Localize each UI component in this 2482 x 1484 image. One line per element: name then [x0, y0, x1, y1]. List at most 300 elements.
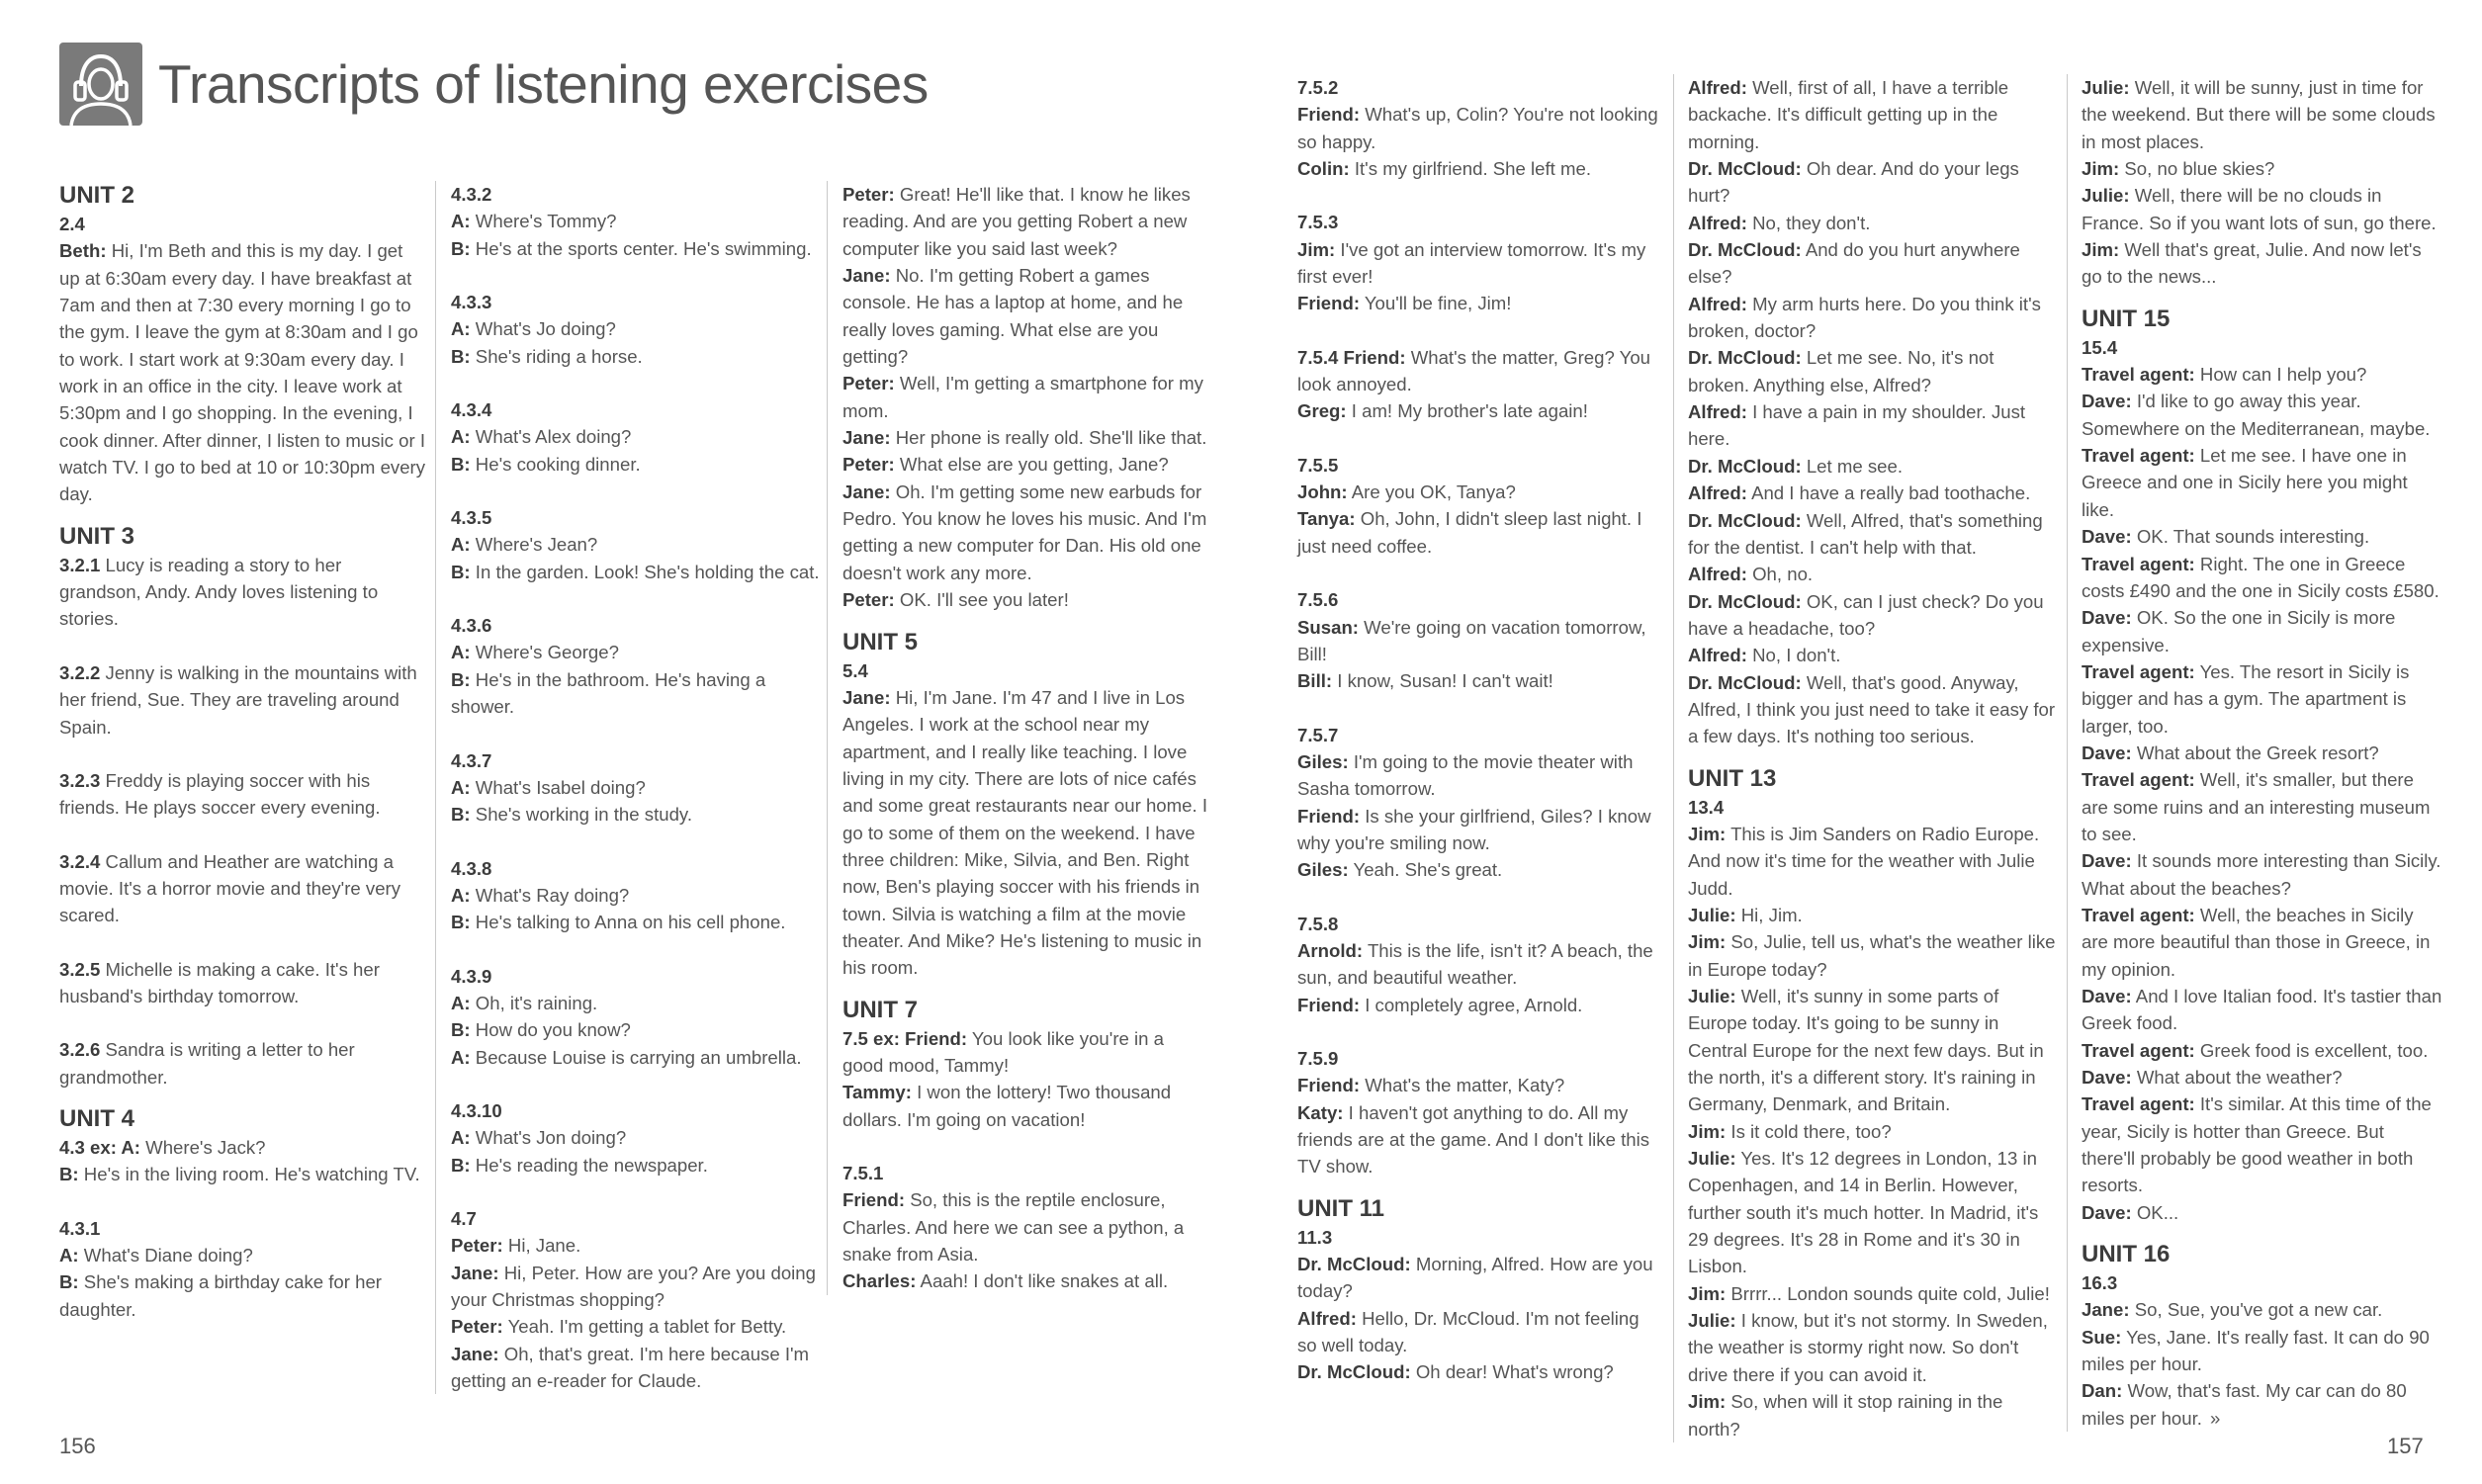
speaker-name: Dave: [2082, 742, 2132, 763]
spacer [451, 262, 823, 289]
speaker-name: Colin: [1297, 158, 1350, 180]
line-text: Where's Jack? [145, 1136, 266, 1158]
dialogue-line [2082, 740, 2442, 766]
speaker-name: Dr. McCloud: [1688, 158, 1802, 180]
line-text: Sandra is writing a letter to her grandmother. [59, 1039, 355, 1088]
speaker-name: Travel agent: [2082, 553, 2195, 574]
dialogue-line [451, 1044, 823, 1071]
line-text: Aaah! I don't like snakes at all. [920, 1270, 1169, 1292]
dialogue-line [1297, 101, 1661, 155]
speaker-name: Julie: [1688, 1310, 1736, 1332]
line-text: Let me see. I have one in Greece and one in Sicily here you might like. [2082, 445, 2408, 520]
speaker-name: A: [451, 534, 471, 556]
speaker-name: Peter: [451, 1316, 503, 1338]
dialogue-line [451, 801, 823, 828]
line-text: Hi, I'm Jane. I'm 47 and I live in Los Angeles. I work at the school near my apartment, and I really like teaching. I love living in my city. There are lots of nice cafés and some great restaurants near our home. I go to some of them on the weekend. I have three children: Mike, Silvia, and Ben. Right now, Ben's playing soccer with his friends in town. Silvia is watching a film at the movie theater. And Mike? He's listening to music in his room. [842, 686, 1207, 979]
dialogue-line [1688, 480, 2059, 506]
speaker-name: Julie: [2082, 185, 2130, 207]
speaker-name: Dr. McCloud: [1688, 509, 1802, 531]
line-text: She's riding a horse. [475, 345, 643, 367]
dialogue-line [1688, 1280, 2059, 1307]
speaker-name: Julie: [1688, 1148, 1736, 1170]
speaker-name: Travel agent: [2082, 445, 2195, 467]
speaker-name: Jane: [451, 1262, 499, 1283]
dialogue-line [1688, 983, 2059, 1118]
speaker-name: Friend: [1297, 805, 1361, 827]
dialogue-line [1688, 74, 2059, 155]
exercise-item [59, 848, 427, 929]
dialogue-line [2082, 1377, 2442, 1432]
dialogue-line [2082, 1064, 2442, 1091]
line-text: Is she your girlfriend, Giles? I know why you're smiling now. [1297, 805, 1651, 853]
dialogue-line [59, 1134, 427, 1161]
line-text: Is it cold there, too? [1730, 1120, 1892, 1142]
spacer [1297, 560, 1661, 586]
section-code: 5.4 [842, 659, 868, 681]
line-text: Well that's great, Julie. And now let's go to the news... [2082, 239, 2422, 288]
line-text: I completely agree, Arnold. [1365, 994, 1583, 1015]
line-text: What's the matter, Katy? [1365, 1075, 1565, 1096]
section-code: 4.3.3 [451, 292, 492, 313]
line-text: Well, first of all, I have a terrible backache. It's difficult getting up in the morning. [1688, 77, 2009, 152]
column-5 [1673, 74, 2059, 1442]
spacer [59, 929, 427, 956]
speaker-name: Giles: [1297, 750, 1349, 772]
dialogue-line [842, 586, 1208, 613]
line-text: What's Ray doing? [475, 884, 630, 906]
line-text: Right. The one in Greece costs £490 and the one in Sicily costs £580. [2082, 553, 2439, 601]
line-text: He's at the sports center. He's swimming. [475, 237, 812, 259]
dialogue-line [1688, 588, 2059, 643]
speaker-name: A: [451, 992, 471, 1013]
speaker-name: Sue: [2082, 1326, 2122, 1348]
speaker-name: Jim: [1688, 823, 1727, 844]
dialogue-line [59, 1161, 427, 1187]
line-text: Oh, it's raining. [475, 992, 598, 1013]
unit-heading: UNIT 15 [2082, 305, 2171, 332]
speaker-name: A: [451, 318, 471, 340]
speaker-name: Alfred: [1688, 401, 1747, 423]
dialogue-line [1297, 748, 1661, 803]
line-text: I know, Susan! I can't wait! [1337, 670, 1553, 692]
line-text: Hello, Dr. McCloud. I'm not feeling so well today. [1297, 1307, 1640, 1356]
dialogue-line [2082, 983, 2442, 1037]
section-code: 4.3.9 [451, 965, 492, 987]
dialogue-line [1688, 1118, 2059, 1145]
speaker-name: Dan: [2082, 1380, 2123, 1402]
line-text: Where's Tommy? [475, 211, 617, 232]
section-code: 4.3.8 [451, 857, 492, 879]
dialogue-line [451, 235, 823, 262]
dialogue-line [2082, 388, 2442, 442]
dialogue-line [2082, 523, 2442, 550]
speaker-name: Dr. McCloud: [1297, 1254, 1411, 1275]
line-text: How do you know? [475, 1019, 631, 1041]
spacer [59, 1091, 427, 1104]
dialogue-line [1688, 669, 2059, 750]
dialogue-line [1688, 1307, 2059, 1388]
speaker-name: Alfred: [1297, 1307, 1357, 1329]
dialogue-line [1297, 1099, 1661, 1180]
dialogue-line [1688, 642, 2059, 668]
speaker-name: Peter: [842, 184, 895, 205]
speaker-name: Jim: [1688, 1282, 1727, 1304]
dialogue-line [1688, 1145, 2059, 1280]
section-code: 4.3.5 [451, 507, 492, 529]
dialogue-line [1688, 155, 2059, 210]
dialogue-line [59, 1268, 427, 1323]
speaker-name: Alfred: [1688, 212, 1747, 233]
dialogue-line [2082, 236, 2442, 291]
speaker-name: B: [451, 561, 471, 582]
speaker-name: Travel agent: [2082, 1039, 2195, 1061]
unit-heading: UNIT 16 [2082, 1241, 2171, 1268]
exercise-item [59, 659, 427, 741]
speaker-name: Jim: [2082, 239, 2120, 261]
headphones-person-icon [59, 43, 142, 126]
dialogue-line [1688, 1388, 2059, 1442]
dialogue-line [1297, 155, 1661, 182]
speaker-name: 7.5.4 Friend: [1297, 346, 1406, 368]
section-code: 7.5.9 [1297, 1047, 1339, 1069]
speaker-name: Alfred: [1688, 564, 1747, 585]
spacer [1297, 695, 1661, 722]
dialogue-line [451, 315, 823, 342]
dialogue-line [1297, 803, 1661, 857]
section-code: 4.3.1 [59, 1217, 101, 1239]
speaker-name: Dr. McCloud: [1297, 1361, 1411, 1383]
dialogue-line [842, 424, 1208, 451]
line-text: Greek food is excellent, too. [2199, 1039, 2429, 1061]
speaker-name: Jane: [2082, 1299, 2130, 1321]
line-text: And do you hurt anywhere else? [1688, 239, 2020, 288]
dialogue-line [1297, 344, 1661, 398]
line-text: Well, Alfred, that's something for the dentist. I can't help with that. [1688, 509, 2043, 558]
speaker-name: B: [451, 237, 471, 259]
speaker-name: Julie: [1688, 904, 1736, 925]
spacer [1297, 1018, 1661, 1045]
dialogue-line [2082, 74, 2442, 155]
dialogue-line [2082, 1091, 2442, 1198]
column-1 [59, 181, 427, 1323]
column-3 [827, 181, 1208, 1295]
section-code: 16.3 [2082, 1272, 2118, 1294]
dialogue-line [451, 1341, 823, 1395]
speaker-name: Giles: [1297, 859, 1349, 881]
line-text: Jenny is walking in the mountains with her friend, Sue. They are traveling around Spain. [59, 661, 417, 738]
spacer [451, 585, 823, 612]
dialogue-line [2082, 766, 2442, 847]
line-text: Oh, that's great. I'm here because I'm getting an e-reader for Claude. [451, 1343, 810, 1392]
dialogue-line [1688, 236, 2059, 291]
dialogue-line [842, 181, 1208, 262]
dialogue-line [842, 1025, 1208, 1080]
page-number-left: 156 [59, 1434, 96, 1458]
speaker-name: B: [451, 1154, 471, 1176]
section-code: 7.5.3 [1297, 212, 1339, 233]
speaker-name: Jim: [1688, 1391, 1727, 1413]
dialogue-line [451, 531, 823, 558]
line-text: So, Julie, tell us, what's the weather like in Europe today? [1688, 931, 2056, 980]
line-text: Yes. The resort in Sicily is bigger and has a gym. The apartment is larger, too. [2082, 660, 2410, 737]
line-text: He's in the living room. He's watching TV. [83, 1164, 420, 1185]
spacer [1688, 750, 2059, 764]
line-text: I know, but it's not stormy. In Sweden, the weather is stormy right now. So don't drive there if you can avoid it. [1688, 1310, 2048, 1385]
line-text: It's my girlfriend. She left me. [1354, 158, 1591, 180]
dialogue-line [1297, 290, 1661, 316]
section-code: 4.7 [451, 1207, 477, 1229]
spacer [451, 1178, 823, 1205]
dialogue-line [1297, 1305, 1661, 1359]
dialogue-line [1297, 937, 1661, 992]
speaker-name: Dr. McCloud: [1688, 239, 1802, 261]
section-code: 13.4 [1688, 796, 1725, 818]
speaker-name: Dave: [2082, 1067, 2132, 1089]
line-text: Oh, John, I didn't sleep last night. I just need coffee. [1297, 508, 1642, 557]
speaker-name: A: [451, 1127, 471, 1149]
section-code: 2.4 [59, 214, 85, 234]
page-number-right: 157 [2387, 1434, 2424, 1458]
spacer [59, 1188, 427, 1215]
dialogue-line [2082, 1037, 2442, 1064]
dialogue-line [59, 237, 427, 507]
exercise-code: 3.2.5 [59, 958, 101, 980]
section-code: 15.4 [2082, 336, 2118, 358]
spacer [1297, 317, 1661, 344]
dialogue-line [451, 423, 823, 450]
line-text: What else are you getting, Jane? [899, 454, 1169, 476]
spacer [59, 508, 427, 522]
spacer [1297, 884, 1661, 911]
dialogue-line [1688, 821, 2059, 902]
section-code: 4.3.10 [451, 1099, 502, 1121]
line-text: Are you OK, Tanya? [1351, 481, 1516, 503]
speaker-name: B: [451, 453, 471, 475]
section-code: 7.5.6 [1297, 589, 1339, 611]
dialogue-line [2082, 902, 2442, 983]
line-text: What's Isabel doing? [475, 776, 646, 798]
line-text: What's Jo doing? [475, 318, 616, 340]
spacer [451, 478, 823, 504]
speaker-name: Dave: [2082, 850, 2132, 872]
speaker-name: Dave: [2082, 391, 2132, 412]
line-text: I am! My brother's late again! [1351, 400, 1588, 422]
dialogue-line [1297, 614, 1661, 668]
line-text: What's up, Colin? You're not looking so happy. [1297, 104, 1658, 152]
line-text: OK... [2136, 1201, 2179, 1223]
line-text: Yeah. She's great. [1353, 859, 1503, 881]
dialogue-line [451, 882, 823, 909]
speaker-name: Charles: [842, 1270, 917, 1292]
spacer [451, 936, 823, 963]
speaker-name: Travel agent: [2082, 364, 2195, 386]
speaker-name: Beth: [59, 240, 107, 262]
line-text: I haven't got anything to do. All my friends are at the game. And I don't like this TV show. [1297, 1101, 1650, 1178]
speaker-name: Friend: [1297, 293, 1361, 314]
speaker-name: Jane: [451, 1343, 499, 1364]
line-text: It sounds more interesting than Sicily. What about the beaches? [2082, 850, 2441, 899]
dialogue-line [2082, 361, 2442, 388]
speaker-name: Dr. McCloud: [1688, 347, 1802, 369]
speaker-name: Dr. McCloud: [1688, 671, 1802, 693]
exercise-item [59, 767, 427, 822]
line-text: No, I don't. [1752, 645, 1841, 666]
line-text: No, they don't. [1752, 212, 1871, 233]
section-code: 11.3 [1297, 1226, 1333, 1248]
line-text: My arm hurts here. Do you think it's broken, doctor? [1688, 293, 2041, 342]
line-text: Oh dear! What's wrong? [1415, 1361, 1614, 1383]
exercise-code: 3.2.4 [59, 850, 101, 872]
exercise-item [59, 1036, 427, 1091]
line-text: Well, there will be no clouds in France. So if you want lots of sun, go there. [2082, 185, 2437, 233]
speaker-name: Alfred: [1688, 293, 1747, 314]
speaker-name: B: [59, 1164, 79, 1185]
dialogue-line [59, 1242, 427, 1268]
line-text: What's Alex doing? [475, 426, 632, 448]
dialogue-line [2082, 182, 2442, 236]
dialogue-line [451, 909, 823, 935]
line-text: What's Diane doing? [83, 1244, 253, 1266]
speaker-name: B: [451, 345, 471, 367]
line-text: And I love Italian food. It's tastier than Greek food. [2082, 986, 2442, 1034]
line-text: Yes, Jane. It's really fast. It can do 90 miles per hour. [2082, 1326, 2430, 1375]
line-text: Oh dear. And do your legs hurt? [1688, 158, 2019, 207]
dialogue-line [451, 639, 823, 665]
spacer [2082, 291, 2442, 305]
speaker-name: Travel agent: [2082, 904, 2195, 925]
speaker-name: Jane: [842, 427, 891, 449]
dialogue-line [451, 343, 823, 370]
dialogue-line [451, 774, 823, 801]
dialogue-line [1688, 561, 2059, 587]
column-2 [435, 181, 823, 1394]
dialogue-line [1297, 667, 1661, 694]
dialogue-line [2082, 1199, 2442, 1226]
speaker-name: Greg: [1297, 400, 1347, 422]
line-text: Hi, Jane. [507, 1235, 581, 1257]
dialogue-line [1297, 236, 1661, 291]
section-code: 7.5.8 [1297, 913, 1339, 934]
double-chevron-right-icon: » [2209, 1407, 2221, 1429]
unit-heading: UNIT 13 [1688, 764, 1777, 792]
speaker-name: Jane: [842, 480, 891, 502]
line-text: I won the lottery! Two thousand dollars. I'm going on vacation! [842, 1082, 1172, 1130]
speaker-name: Jim: [1297, 238, 1336, 260]
speaker-name: A: [59, 1244, 79, 1266]
speaker-name: B: [59, 1271, 79, 1293]
spacer [1297, 425, 1661, 452]
dialogue-line [842, 1186, 1208, 1267]
line-text: Yeah. I'm getting a tablet for Betty. [507, 1316, 787, 1338]
speaker-name: Jim: [1688, 931, 1727, 953]
spacer [451, 721, 823, 747]
exercise-item [59, 552, 427, 633]
section-code: 4.3.4 [451, 399, 492, 421]
unit-heading: UNIT 11 [1297, 1194, 1385, 1222]
dialogue-line [842, 370, 1208, 424]
speaker-name: 7.5 ex: Friend: [842, 1027, 968, 1049]
spacer [842, 1133, 1208, 1160]
speaker-name: B: [451, 804, 471, 826]
unit-heading: UNIT 4 [59, 1104, 135, 1132]
line-text: OK, can I just check? Do you have a headache, too? [1688, 590, 2044, 639]
line-text: Let me see. [1806, 455, 1903, 477]
section-code: 7.5.1 [842, 1163, 884, 1183]
dialogue-line [451, 1016, 823, 1043]
speaker-name: Dave: [2082, 986, 2132, 1006]
line-text: OK. So the one in Sicily is more expensive. [2082, 607, 2396, 655]
speaker-name: Arnold: [1297, 939, 1364, 961]
speaker-name: Friend: [1297, 994, 1361, 1015]
line-text: He's talking to Anna on his cell phone. [475, 912, 786, 933]
page-header [59, 42, 929, 127]
speaker-name: Peter: [842, 589, 895, 611]
dialogue-line [1688, 291, 2059, 345]
line-text: So, when will it stop raining in the north? [1688, 1391, 2003, 1440]
dialogue-line [842, 451, 1208, 478]
speaker-name: B: [451, 668, 471, 690]
speaker-name: Dr. McCloud: [1688, 455, 1802, 477]
speaker-name: Julie: [1688, 986, 1736, 1006]
spacer [59, 741, 427, 767]
dialogue-line [2082, 1324, 2442, 1378]
dialogue-line [1688, 507, 2059, 562]
section-code: 7.5.5 [1297, 454, 1339, 476]
line-text: Hi, Peter. How are you? Are you doing your Christmas shopping? [451, 1262, 816, 1310]
line-text: Well, I'm getting a smartphone for my mom. [842, 373, 1203, 421]
line-text: And I have a really bad toothache. [1751, 482, 2031, 504]
exercise-code: 3.2.3 [59, 769, 101, 791]
dialogue-line [2082, 604, 2442, 658]
dialogue-line [1688, 928, 2059, 983]
line-text: Because Louise is carrying an umbrella. [475, 1046, 802, 1068]
dialogue-line [2082, 155, 2442, 182]
unit-heading: UNIT 3 [59, 522, 135, 550]
section-code: 7.5.7 [1297, 724, 1339, 745]
dialogue-line [1297, 505, 1661, 560]
page-title: Transcripts of listening exercises [158, 52, 929, 115]
dialogue-line [451, 1152, 823, 1178]
dialogue-line [842, 684, 1208, 982]
dialogue-line [1688, 902, 2059, 928]
dialogue-line [2082, 847, 2442, 902]
line-text: Oh. I'm getting some new earbuds for Pedro. You know he loves his music. And I'm getting a new computer for Dan. His old one doesn't work any more. [842, 480, 1207, 583]
dialogue-line [842, 479, 1208, 586]
line-text: Hi, I'm Beth and this is my day. I get up at 6:30am every day. I have breakfast at 7am and then at 7:30 every morning I go to the gym. I leave the gym at 8:30am and I go to work. I start work at 9:30am every day. I work in an office in the city. I leave work at 5:30pm and I go shopping. In the evening, I cook dinner. After dinner, I listen to music or I watch TV. I go to bed at 10 or 10:30pm every day. [59, 240, 426, 505]
dialogue-line [1297, 1358, 1661, 1385]
line-text: Brrrr... London sounds quite cold, Julie! [1730, 1282, 2050, 1304]
speaker-name: B: [451, 912, 471, 933]
speaker-name: A: [451, 884, 471, 906]
dialogue-line [1688, 344, 2059, 398]
section-code: 4.3.7 [451, 749, 492, 771]
speaker-name: Friend: [1297, 104, 1361, 126]
line-text: Well, the beaches in Sicily are more beautiful than those in Greece, in my opinion. [2082, 904, 2431, 980]
dialogue-line [451, 1313, 823, 1340]
dialogue-line [1297, 992, 1661, 1018]
spacer [451, 829, 823, 855]
line-text: He's reading the newspaper. [475, 1154, 708, 1176]
speaker-name: Jim: [2082, 158, 2120, 180]
line-text: I'm going to the movie theater with Sasha tomorrow. [1297, 750, 1634, 800]
exercise-item [59, 956, 427, 1010]
speaker-name: Travel agent: [2082, 1093, 2195, 1115]
speaker-name: Friend: [1297, 1075, 1361, 1096]
line-text: It's similar. At this time of the year, Sicily is hotter than Greece. But there'll probably be good weather in both resorts. [2082, 1093, 2432, 1196]
line-text: Oh, no. [1752, 564, 1814, 585]
spacer [451, 370, 823, 396]
dialogue-line [451, 1124, 823, 1151]
